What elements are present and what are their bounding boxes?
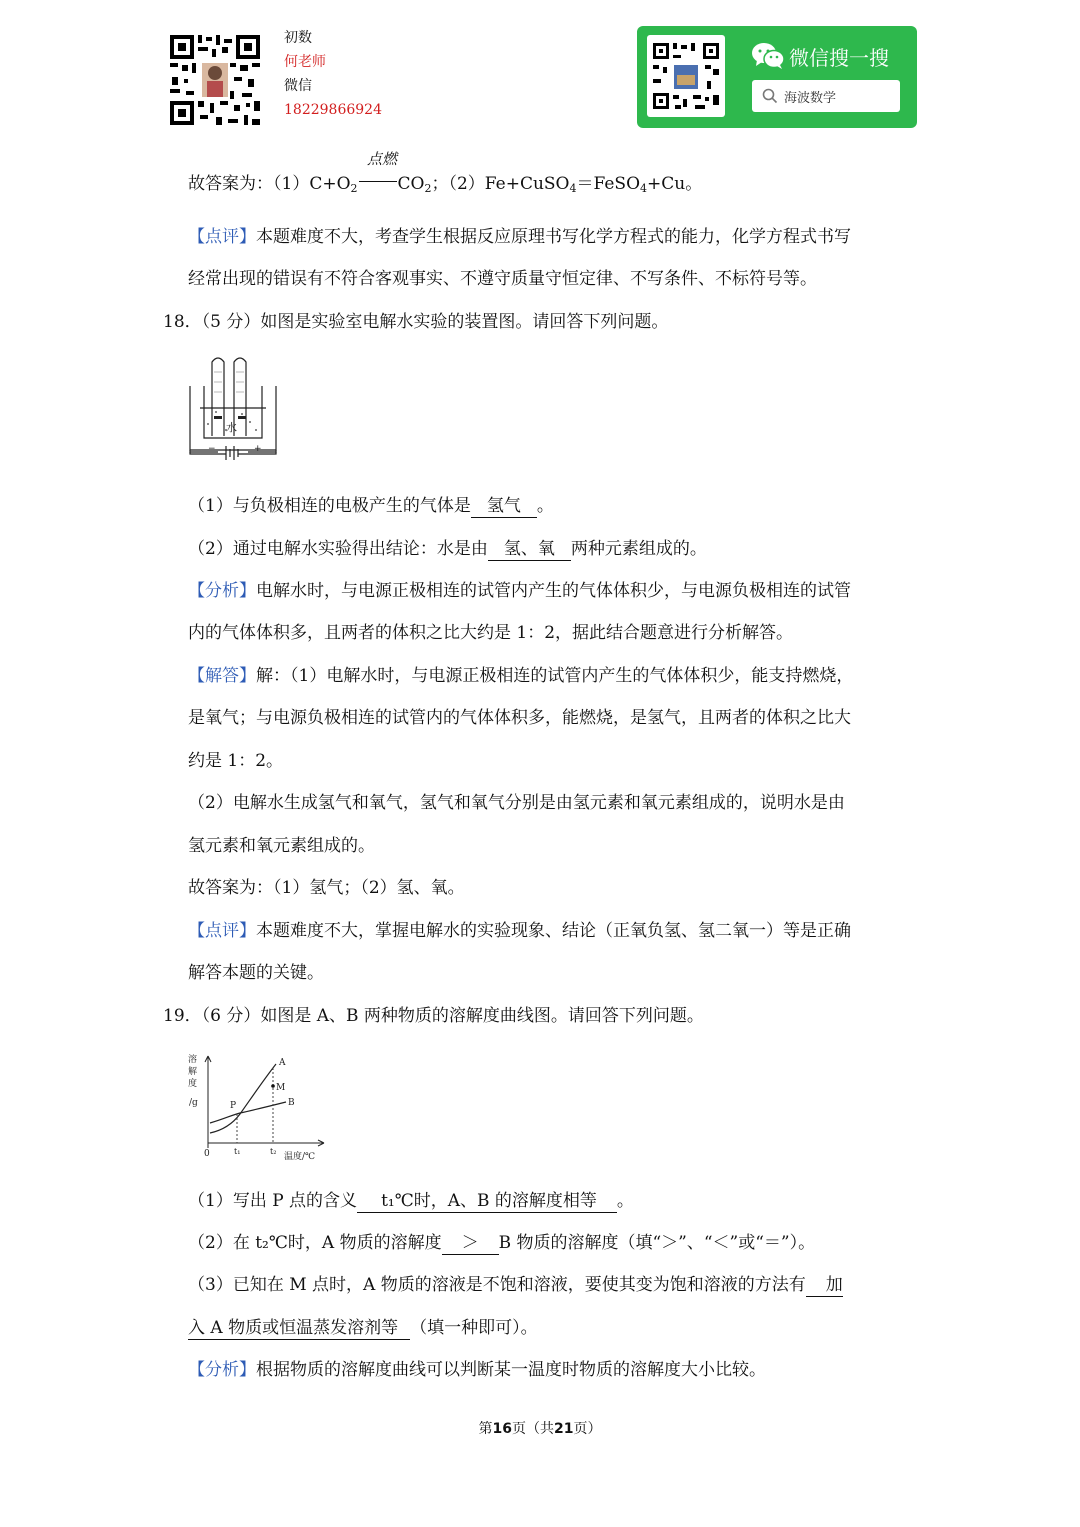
q19-p3-pre: （3）已知在 M 点时，A 物质的溶液是不饱和溶液，要使其变为饱和溶液的方法有 (188, 1275, 806, 1295)
solubility-chart (184, 1050, 334, 1166)
header-label: 初数 (284, 30, 312, 46)
q18-analysis-tag: 【分析】 (188, 581, 256, 601)
wechat-search-banner[interactable] (637, 26, 917, 128)
q19-p3 (188, 1274, 843, 1297)
q18-p2 (188, 538, 707, 561)
prev-answer-co2-sub: 2 (424, 182, 432, 195)
wechat-qr (647, 35, 725, 117)
q19-p2-pre: （2）在 t₂℃时，A 物质的溶解度 (188, 1233, 442, 1253)
q18-analysis-line1 (188, 580, 851, 602)
reaction-condition: 点燃 (367, 150, 398, 168)
q18-stem: 18．（5 分）如图是实验室电解水实验的装置图。请回答下列问题。 (163, 312, 669, 332)
q19-p1 (188, 1190, 634, 1213)
prev-answer-o2-sub: 2 (350, 182, 358, 195)
prev-answer-prefix: 故答案为：（1）C+O (188, 174, 351, 194)
q18-solution-line1 (188, 665, 853, 687)
q19-p2 (188, 1232, 815, 1255)
prev-answer-end: +Cu。 (647, 174, 703, 194)
series-label-b: B (288, 1098, 295, 1108)
prev-answer-mid: ；（2）Fe+CuSO (431, 174, 570, 194)
y-axis-label-3: 度 (188, 1079, 198, 1089)
q18-comment-tag: 【点评】 (188, 921, 256, 941)
q18-analysis-line2: 内的气体体积多，且两者的体积之比大约是 1：2，据此结合题意进行分析解答。 (188, 623, 794, 643)
y-axis-label-1: 溶 (188, 1055, 198, 1065)
x-tick-t2: t₂ (270, 1147, 277, 1156)
footer-post: 页） (573, 1421, 602, 1437)
footer-page: 16 (492, 1421, 512, 1437)
point-label-m: M (276, 1083, 286, 1093)
series-a-curve (210, 1064, 276, 1133)
q18-solution-line6: 故答案为：（1）氢气；（2）氢、氧。 (188, 878, 465, 898)
wechat-label: 微信 (284, 78, 312, 94)
point-label-p: P (230, 1101, 237, 1111)
q19-p2-answer: ＞ (442, 1233, 499, 1255)
water-label: 水 (226, 421, 237, 434)
search-icon (762, 88, 778, 104)
y-axis-label-2: 解 (188, 1067, 198, 1077)
prev-answer-feso4-sub: 4 (640, 182, 648, 195)
q18-solution-line5: 氢元素和氧元素组成的。 (188, 836, 375, 856)
q18-solution-tag: 【解答】 (188, 666, 256, 686)
minus-label: − (208, 444, 216, 454)
q18-p2-answer: 氢、氧 (488, 539, 571, 561)
prev-answer-line (188, 173, 702, 200)
q19-analysis-text1: 根据物质的溶解度曲线可以判断某一温度时物质的溶解度大小比较。 (256, 1360, 766, 1380)
q18-p1-post: 。 (536, 496, 554, 516)
q19-p3-cont (188, 1317, 538, 1340)
plus-label: + (254, 444, 262, 454)
comment17-line1 (188, 226, 851, 248)
qr-code-icon (168, 33, 262, 127)
q19-analysis-line1 (188, 1359, 766, 1381)
q19-p3-post: （填一种即可）。 (410, 1318, 538, 1338)
q19-p1-pre: （1）写出 P 点的含义 (188, 1191, 358, 1211)
q18-p1-pre: （1）与负极相连的电极产生的气体是 (188, 496, 471, 516)
q19-p1-post: 。 (616, 1191, 634, 1211)
q19-p2-post: B 物质的溶解度（填“＞”、“＜”或“＝”）。 (498, 1233, 816, 1253)
q18-comment-line1 (188, 920, 851, 942)
q19-p3-answer-a: 加 (806, 1275, 843, 1297)
comment17-line2: 经常出现的错误有不符合客观事实、不遵守质量守恒定律、不写条件、不标符号等。 (188, 269, 817, 289)
teacher-name: 何老师 (284, 54, 326, 70)
phone-number: 18229866924 (284, 102, 382, 118)
wechat-search-text: 海波数学 (784, 91, 837, 106)
point-m (271, 1084, 275, 1088)
q19-p3-answer-b: 入 A 物质或恒温蒸发溶剂等 (188, 1318, 410, 1340)
y-axis-label-4: /g (189, 1098, 198, 1108)
q18-p2-pre: （2）通过电解水实验得出结论：水是由 (188, 539, 488, 559)
q19-analysis-tag: 【分析】 (188, 1360, 256, 1380)
series-label-a: A (279, 1058, 286, 1068)
q18-p2-post: 两种元素组成的。 (570, 539, 707, 559)
wechat-qr-icon (647, 35, 725, 117)
prev-answer-cuso4-sub: 4 (569, 182, 577, 195)
reaction-arrow (359, 181, 397, 182)
q18-solution-line4: （2）电解水生成氢气和氧气，氢气和氧气分别是由氢元素和氧元素组成的，说明水是由 (188, 793, 845, 813)
q18-p1-answer: 氢气 (471, 496, 537, 518)
q18-solution-line3: 约是 1：2。 (188, 751, 284, 771)
origin-label: 0 (204, 1149, 210, 1159)
electrolysis-apparatus-figure (186, 352, 280, 470)
x-tick-t1: t₁ (234, 1147, 241, 1156)
q18-solution-line2: 是氧气；与电源负极相连的试管内的气体体积多，能燃烧，是氢气，且两者的体积之比大 (188, 708, 851, 728)
q18-analysis-text1: 电解水时，与电源正极相连的试管内产生的气体体积少，与电源负极相连的试管 (256, 581, 851, 601)
comment17-tag: 【点评】 (188, 227, 256, 247)
footer-total: 21 (554, 1421, 574, 1437)
q18-p1 (188, 495, 554, 518)
x-axis-label: 温度/℃ (284, 1152, 316, 1162)
page-footer (0, 1418, 1080, 1438)
q19-p1-answer: t₁℃时，A、B 的溶解度相等 (357, 1191, 617, 1213)
wechat-search-field[interactable] (752, 80, 900, 112)
comment17-text1: 本题难度不大，考查学生根据反应原理书写化学方程式的能力，化学方程式书写 (256, 227, 851, 247)
wechat-search-title: 微信搜一搜 (789, 46, 889, 70)
q18-solution-text1: 解：（1）电解水时，与电源正极相连的试管内产生的气体体积少，能支持燃烧， (256, 666, 854, 686)
q19-stem: 19．（6 分）如图是 A、B 两种物质的溶解度曲线图。请回答下列问题。 (163, 1006, 704, 1026)
prev-answer-co2: CO (397, 174, 425, 194)
q18-comment-line2: 解答本题的关键。 (188, 963, 324, 983)
footer-mid: 页（共 (512, 1421, 554, 1437)
footer-pre: 第 (478, 1421, 493, 1437)
prev-answer-eq: ＝FeSO (576, 174, 641, 194)
wechat-logo-icon (751, 42, 785, 70)
q18-comment-text1: 本题难度不大，掌握电解水的实验现象、结论（正氧负氢、氢二氧一）等是正确 (256, 921, 851, 941)
series-b-curve (210, 1102, 286, 1123)
